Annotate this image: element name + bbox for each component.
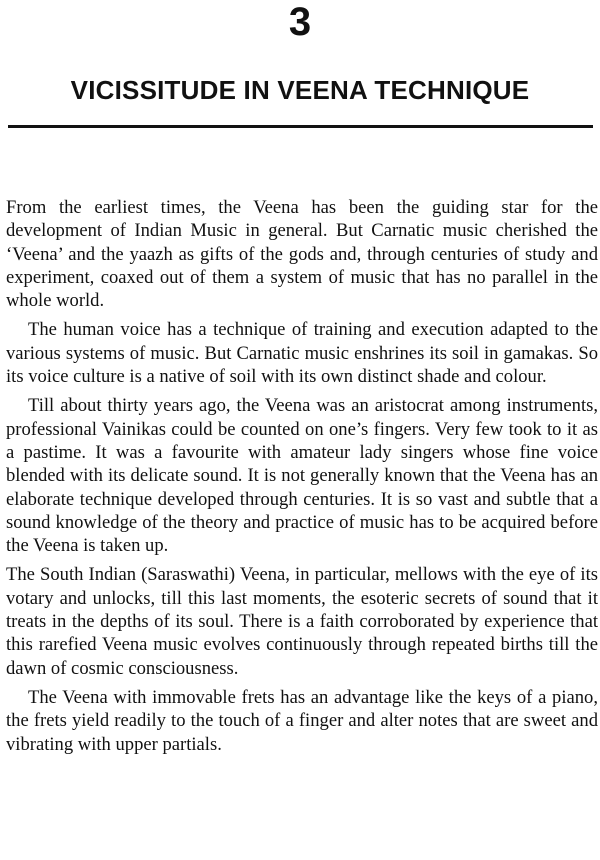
paragraph: The South Indian (Saraswathi) Veena, in particular, mellows with the eye of its votary and unlocks, till this last moments, the esoteric secrets of sound that it treats in the depths of its soul. There is a faith corroborated by experience that this rarefied Veena music evolves continuously through repeated births till the dawn of cosmic consciousness. [6,564,598,679]
chapter-number: 3 [288,0,312,44]
paragraph: The Veena with immovable frets has an advantage like the keys of a piano, the frets yield readily to the touch of a finger and alter notes that are sweet and vibrating with upper partials. [6,686,598,755]
chapter-title: VICISSITUDE IN VEENA TECHNIQUE [70,75,530,105]
paragraph: From the earliest times, the Veena has been the guiding star for the development of Indian Music in general. But Carnatic music cherished the ‘Veena’ and the yaazh as gifts of the gods and, through centuries of study and experiment, coaxed out of them a system of music that has no parallel in the whole world. [6,197,598,312]
chapter-body [6,196,598,762]
paragraph: Till about thirty years ago, the Veena was an aristocrat among instruments, professional Vainikas could be counted on one’s fingers. Very few took to it as a pastime. It was a favourite with amateur lady singers whose fine voice blended with its delicate sound. It is not generally known that the Veena has an elaborate technique developed through centuries. It is so vast and subtle that a sound knowledge of the theory and practice of music has to be acquired before the Veena is taken up. [6,395,598,557]
title-rule [8,125,593,128]
paragraph: The human voice has a technique of training and execution adapted to the various systems of music. But Carnatic music enshrines its soil in gamakas. So its voice culture is a native of soil with its own distinct shade and colour. [6,319,598,388]
